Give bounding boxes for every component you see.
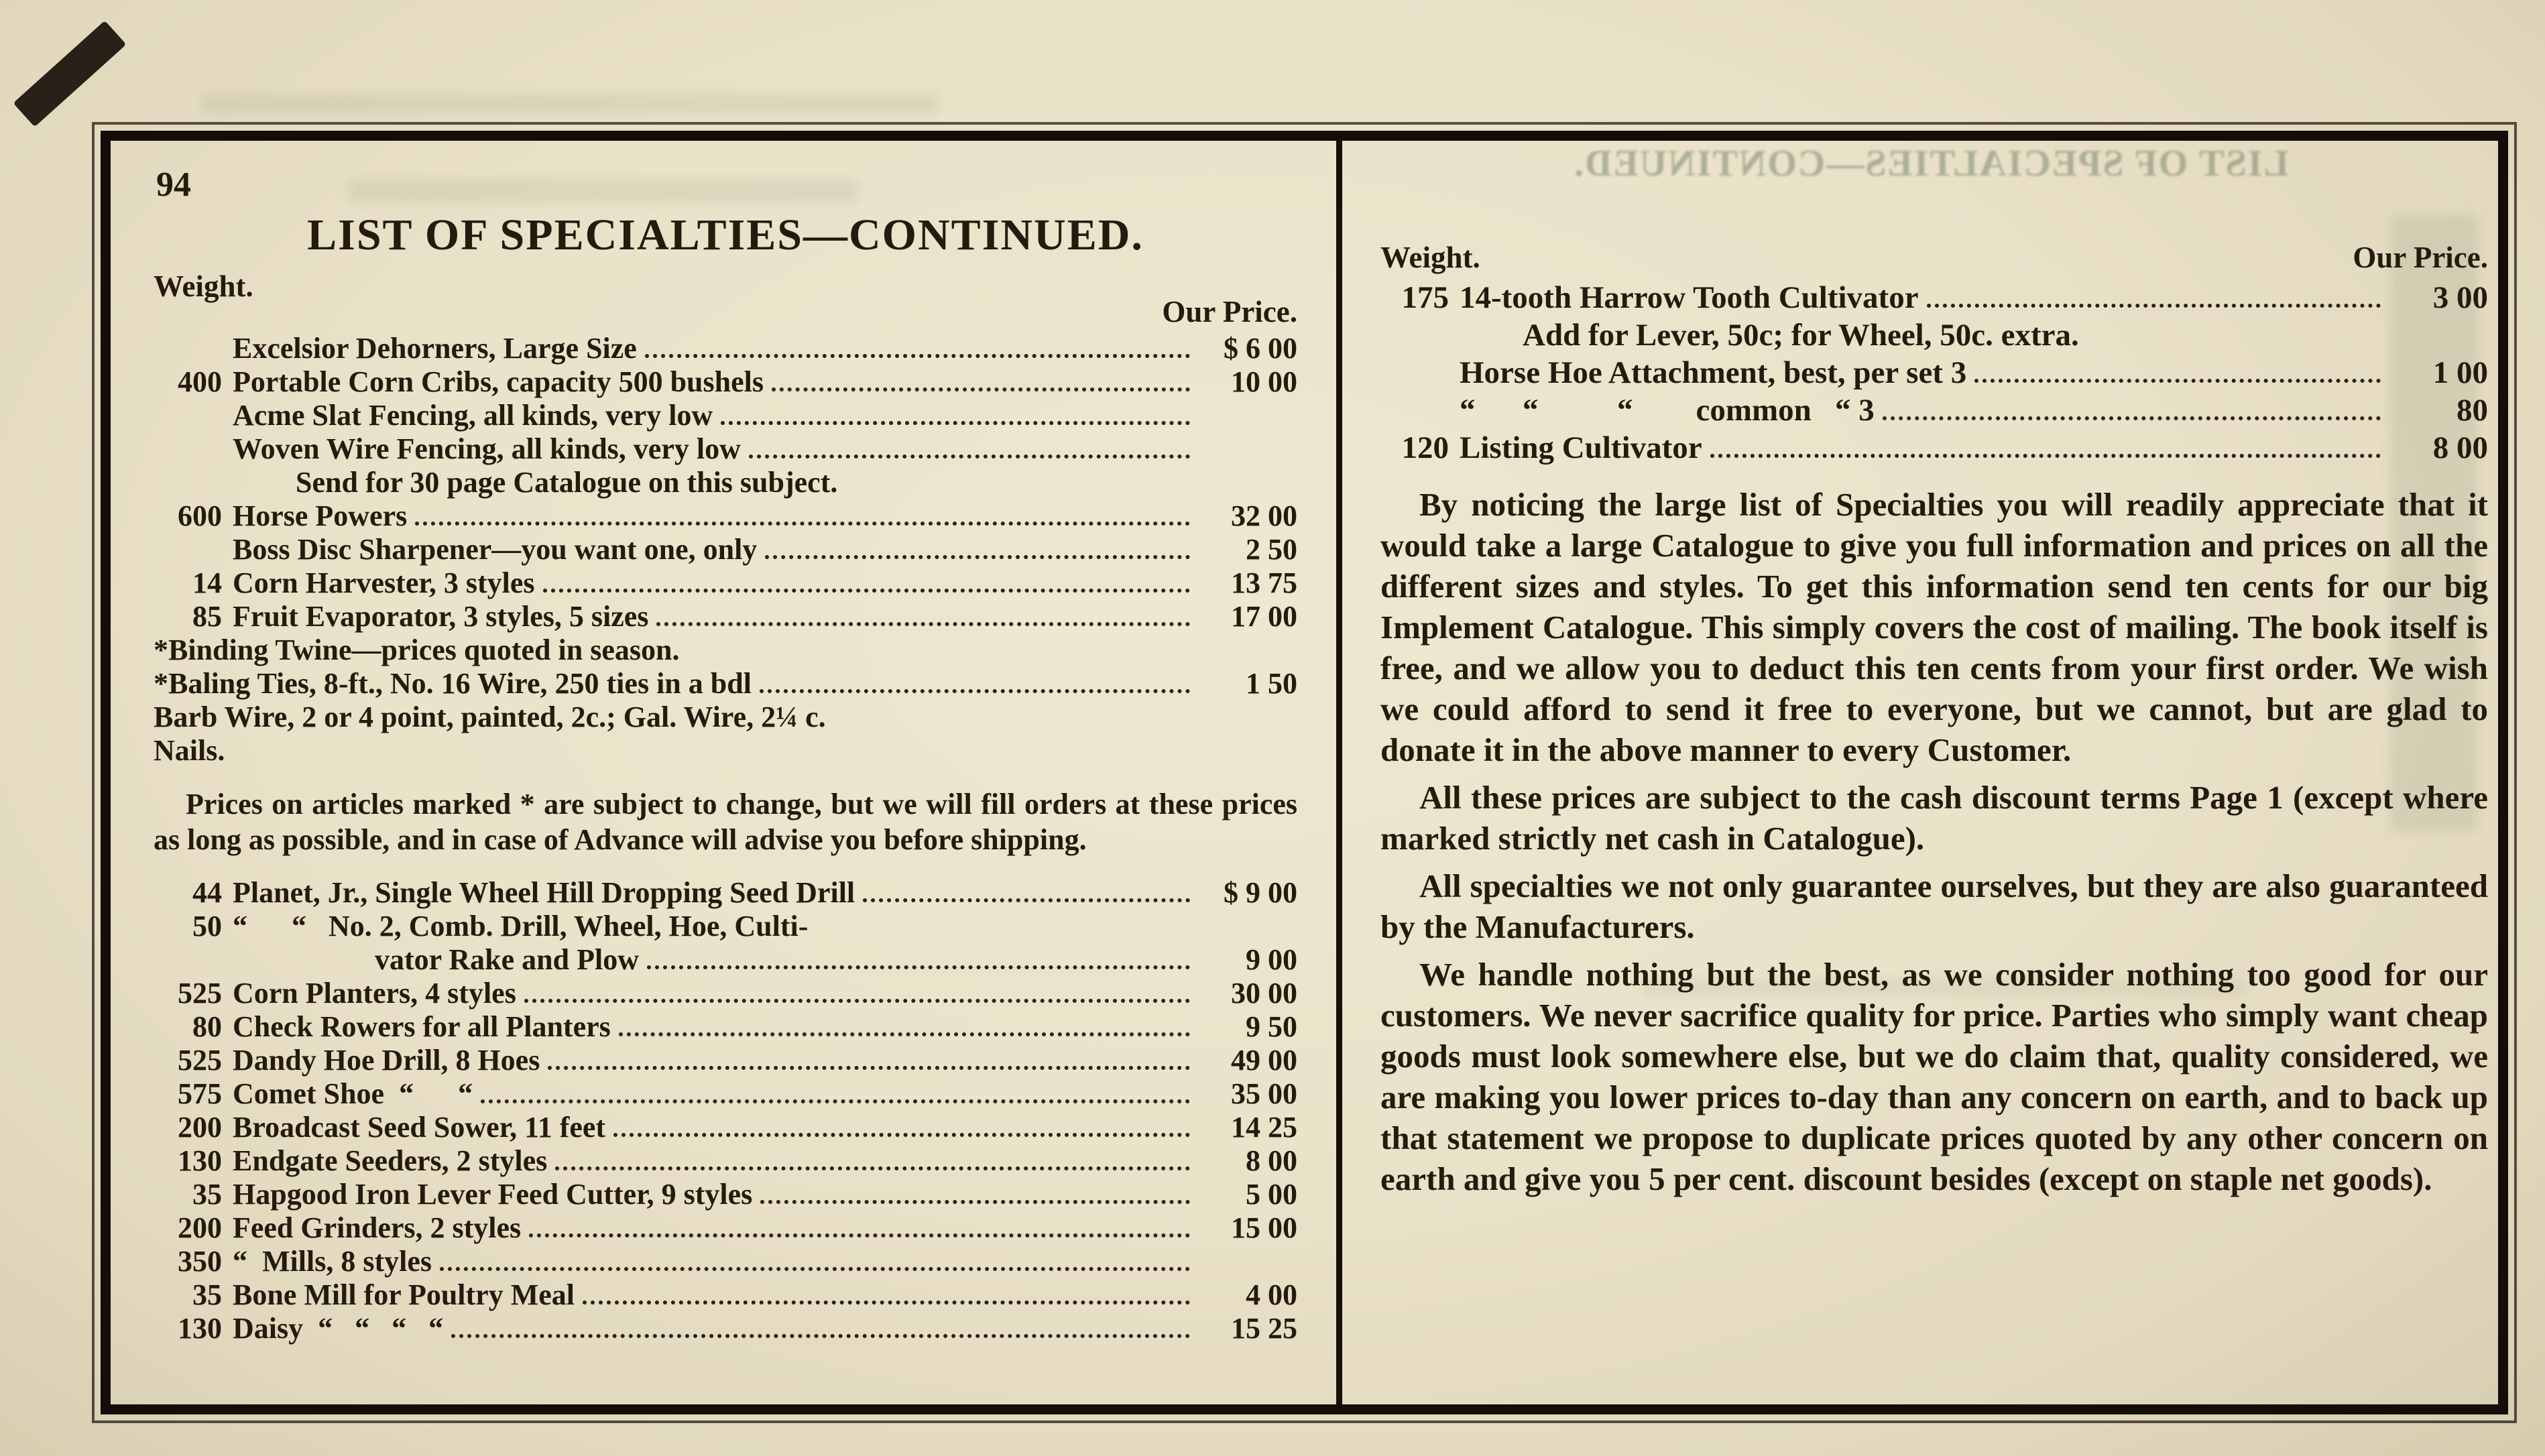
item-name: Corn Planters, 4 styles	[233, 977, 516, 1010]
dot-leader	[555, 1166, 1190, 1170]
item-name: Bone Mill for Poultry Meal	[233, 1278, 575, 1311]
item-name: Endgate Seeders, 2 styles	[233, 1144, 548, 1177]
price-list-row	[154, 432, 1297, 466]
price-list-row	[1380, 279, 2488, 316]
price-list-row	[154, 667, 1297, 701]
specialties-list-right	[1380, 279, 2488, 467]
price-list-row	[154, 499, 1297, 533]
price-list-row	[154, 365, 1297, 399]
price-list-row	[154, 701, 1297, 734]
item-price: 2 50	[1246, 533, 1297, 566]
item-weight: 350	[178, 1245, 222, 1278]
item-price: 1 50	[1246, 667, 1297, 700]
dot-leader	[863, 898, 1190, 902]
dot-leader	[760, 689, 1190, 693]
item-weight: 14	[192, 566, 222, 599]
item-price: 9 00	[1246, 943, 1297, 976]
dot-leader	[613, 1133, 1190, 1137]
dot-leader	[760, 1200, 1190, 1204]
price-list-row	[1380, 391, 2488, 429]
price-list-row	[154, 734, 1297, 768]
item-name: “ “ No. 2, Comb. Drill, Wheel, Hoe, Culti-	[233, 910, 809, 943]
item-price: 8 00	[2432, 430, 2488, 465]
page-border-frame	[101, 131, 2508, 1414]
dot-leader	[440, 1267, 1190, 1271]
dot-leader	[415, 522, 1190, 526]
price-list-row	[1380, 429, 2488, 467]
item-weight: 85	[192, 600, 222, 633]
item-price: 8 00	[1246, 1144, 1297, 1177]
item-name: *Binding Twine—prices quoted in season.	[154, 633, 680, 666]
item-name: Comet Shoe “ “	[233, 1077, 473, 1110]
item-name: Boss Disc Sharpener—you want one, only	[233, 533, 758, 566]
item-name: Planet, Jr., Single Wheel Hill Dropping Seed Drill	[233, 876, 855, 909]
page-number: 94	[156, 166, 191, 204]
item-weight: 44	[192, 876, 222, 909]
price-list-row	[154, 466, 1297, 499]
price-change-notice: Prices on articles marked * are subject to change, but we will fill orders at these prices as long as possible, and in case of Advance will advise you before shipping.	[154, 788, 1297, 856]
item-price: 30 00	[1231, 977, 1297, 1010]
dot-leader	[1974, 379, 2381, 383]
item-name: Horse Powers	[233, 499, 408, 532]
price-header: Our Price.	[2353, 241, 2488, 274]
dot-leader	[543, 589, 1190, 593]
item-price: 14 25	[1231, 1111, 1297, 1144]
item-weight: 525	[178, 977, 222, 1010]
price-list-row	[154, 1144, 1297, 1178]
item-price: 49 00	[1231, 1044, 1297, 1077]
price-list-row	[154, 399, 1297, 432]
dot-leader	[1927, 304, 2381, 308]
price-list-row	[154, 977, 1297, 1010]
item-weight: 175	[1401, 280, 1449, 315]
dot-leader	[1710, 454, 2381, 458]
item-name: Daisy “ “ “ “	[233, 1312, 444, 1345]
item-price: 9 50	[1246, 1010, 1297, 1043]
price-list-row	[154, 1211, 1297, 1245]
item-price: 32 00	[1231, 499, 1297, 532]
item-weight: 120	[1401, 430, 1449, 465]
item-price: 4 00	[1246, 1278, 1297, 1311]
price-list-row	[154, 566, 1297, 600]
weight-header: Weight.	[154, 269, 253, 303]
price-header: Our Price.	[1162, 295, 1297, 328]
price-list-row	[154, 943, 1297, 977]
dot-leader	[765, 555, 1190, 559]
item-name: Add for Lever, 50c; for Wheel, 50c. extra.	[1523, 318, 2079, 353]
price-list-row	[154, 533, 1297, 566]
item-name: Fruit Evaporator, 3 styles, 5 sizes	[233, 600, 649, 633]
item-name: Dandy Hoe Drill, 8 Hoes	[233, 1044, 540, 1077]
item-name: Barb Wire, 2 or 4 point, painted, 2c.; Gal. Wire, 2¼ c.	[154, 701, 826, 733]
dot-leader	[548, 1066, 1190, 1070]
item-price: 15 25	[1231, 1312, 1297, 1345]
dot-leader	[619, 1032, 1190, 1036]
price-list-row	[154, 633, 1297, 667]
item-name: Horse Hoe Attachment, best, per set 3	[1460, 355, 1967, 390]
item-weight: 35	[192, 1178, 222, 1211]
item-weight: 600	[178, 499, 222, 532]
dot-leader	[1883, 416, 2381, 420]
left-column-headers	[154, 269, 1297, 329]
item-weight: 35	[192, 1278, 222, 1311]
dot-leader	[721, 421, 1190, 425]
item-price: 17 00	[1231, 600, 1297, 633]
paragraph: By noticing the large list of Specialties you will readily appreciate that it would take a large Catalogue to give you full information and prices on all the different sizes and styles. To get this information send ten cents for our big Implement Catalogue. This simply covers the cost of mailing. The book itself is free, and we allow you to deduct this ten cents from your first order. We wish we could afford to send it free to everyone, but we cannot, but are glad to donate it in the above manner to every Customer.	[1380, 486, 2488, 768]
item-price: 1 00	[2432, 355, 2488, 390]
item-name: Listing Cultivator	[1460, 430, 1702, 465]
item-weight: 200	[178, 1211, 222, 1244]
item-weight: 80	[192, 1010, 222, 1043]
item-name: 14-tooth Harrow Tooth Cultivator	[1460, 280, 1919, 315]
paragraph: All these prices are subject to the cash discount terms Page 1 (except where marked strictly net cash in Catalogue).	[1380, 779, 2488, 857]
item-name: *Baling Ties, 8-ft., No. 16 Wire, 250 ties in a bdl	[154, 667, 752, 700]
price-list-row	[154, 1245, 1297, 1278]
specialties-list-bottom	[154, 876, 1297, 1345]
left-column	[154, 165, 1297, 1345]
item-name: Nails.	[154, 734, 225, 767]
item-price: 13 75	[1231, 566, 1297, 599]
item-weight: 525	[178, 1044, 222, 1077]
weight-header: Weight.	[1380, 241, 1480, 274]
item-name: Send for 30 page Catalogue on this subject.	[296, 466, 838, 499]
item-name: Check Rowers for all Planters	[233, 1010, 611, 1043]
item-name: Corn Harvester, 3 styles	[233, 566, 535, 599]
item-name: Excelsior Dehorners, Large Size	[233, 332, 637, 365]
price-list-row	[154, 1278, 1297, 1312]
item-name: Feed Grinders, 2 styles	[233, 1211, 522, 1244]
column-divider-rule	[1336, 141, 1342, 1404]
item-name: Portable Corn Cribs, capacity 500 bushels	[233, 365, 764, 398]
bleed-through-title: LIST OF SPECIALTIES—CONTINUED.	[1573, 143, 2289, 184]
price-list-row	[1380, 354, 2488, 391]
bleed-through-smudge	[201, 94, 939, 114]
item-price: 35 00	[1231, 1077, 1297, 1110]
item-name: Hapgood Iron Lever Feed Cutter, 9 styles	[233, 1178, 753, 1211]
item-name: vator Rake and Plow	[375, 943, 639, 976]
price-list-row	[154, 600, 1297, 633]
paragraph: We handle nothing but the best, as we consider nothing too good for our customers. We never sacrifice quality for price. Parties who simply want cheap goods must look somewhere else, but we do claim that, quality considered, we are making you lower prices to-day than any concern on earth, and to back up that statement we propose to duplicate prices quoted by any other concern on earth and give you 5 per cent. discount besides (except on staple net goods).	[1380, 956, 2488, 1197]
dot-leader	[749, 454, 1190, 459]
info-paragraphs	[1380, 484, 2488, 1199]
item-name: “ “ “ common “ 3	[1460, 393, 1875, 428]
item-price: 80	[2457, 393, 2488, 428]
item-name: Acme Slat Fencing, all kinds, very low	[233, 399, 713, 432]
dot-leader	[647, 965, 1190, 969]
dot-leader	[772, 387, 1190, 391]
price-list-row	[1380, 316, 2488, 354]
price-list-row	[154, 1111, 1297, 1144]
price-list-row	[154, 1044, 1297, 1077]
page-content	[111, 141, 2498, 1404]
dot-leader	[451, 1334, 1190, 1338]
price-list-row	[154, 1077, 1297, 1111]
item-price: 15 00	[1231, 1211, 1297, 1244]
item-weight: 200	[178, 1111, 222, 1144]
item-price: 10 00	[1231, 365, 1297, 398]
price-list-row	[154, 876, 1297, 910]
item-name: “ Mills, 8 styles	[233, 1245, 432, 1278]
paragraph: All specialties we not only guarantee ourselves, but they are also guaranteed by the Manufacturers.	[1380, 867, 2488, 945]
item-price: $ 6 00	[1224, 332, 1297, 365]
item-name: Woven Wire Fencing, all kinds, very low	[233, 432, 741, 465]
price-list-row	[154, 1178, 1297, 1211]
price-list-row	[154, 910, 1297, 943]
specialties-list-top	[154, 332, 1297, 768]
right-column	[1380, 240, 2488, 1206]
item-price: 5 00	[1246, 1178, 1297, 1211]
item-price: $ 9 00	[1224, 876, 1297, 909]
item-price: 3 00	[2432, 280, 2488, 315]
item-weight: 400	[178, 365, 222, 398]
item-weight: 575	[178, 1077, 222, 1110]
dot-leader	[481, 1099, 1190, 1103]
dot-leader	[524, 999, 1190, 1003]
item-name: Broadcast Seed Sower, 11 feet	[233, 1111, 606, 1144]
right-column-headers	[1380, 240, 2488, 275]
page-title: LIST OF SPECIALTIES—CONTINUED.	[307, 210, 1144, 259]
dot-leader	[656, 622, 1190, 626]
price-list-row	[154, 1312, 1297, 1345]
dot-leader	[583, 1300, 1190, 1305]
price-list-row	[154, 332, 1297, 365]
item-weight: 130	[178, 1144, 222, 1177]
item-weight: 50	[192, 910, 222, 943]
item-weight: 130	[178, 1312, 222, 1345]
scan-corner-artifact	[13, 21, 127, 127]
dot-leader	[645, 354, 1190, 358]
price-list-row	[154, 1010, 1297, 1044]
dot-leader	[529, 1233, 1190, 1237]
